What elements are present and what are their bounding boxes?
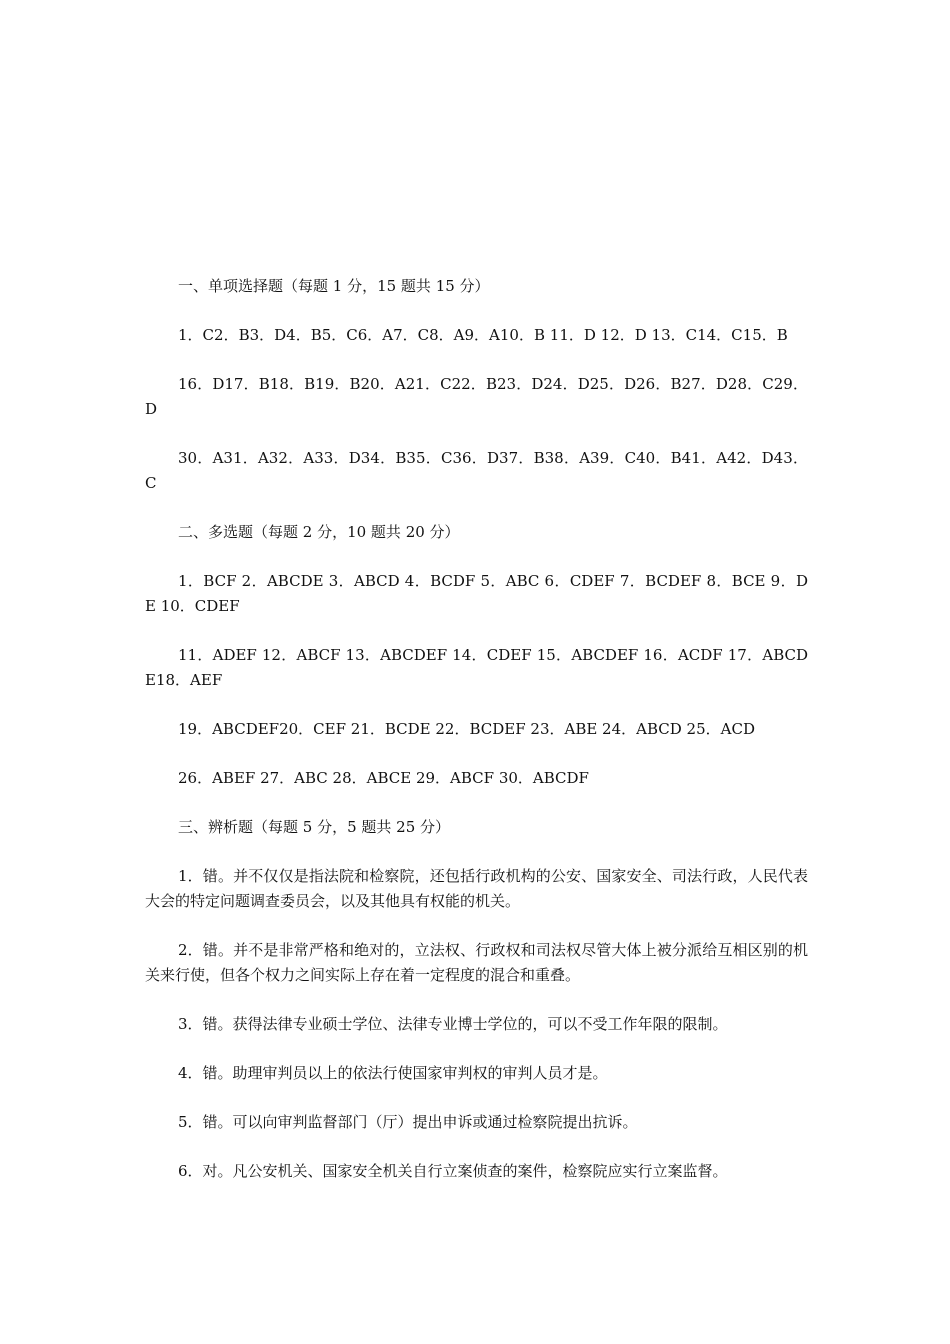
answer-line: 11．ADEF 12．ABCF 13．ABCDEF 14．CDEF 15．ABCDEF 16．ACDF 17．ABCDE18．AEF — [145, 646, 808, 689]
document-body — [145, 274, 808, 1208]
analysis-answer: 2．错。并不是非常严格和绝对的，立法权、行政权和司法权尽管大体上被分派给互相区别的机关来行使，但各个权力之间实际上存在着一定程度的混合和重叠。 — [145, 941, 808, 984]
analysis-answer: 1．错。并不仅仅是指法院和检察院，还包括行政机构的公安、国家安全、司法行政，人民代表大会的特定问题调查委员会，以及其他具有权能的机关。 — [145, 867, 808, 910]
section-heading-analysis: 三、辨析题（每题 5 分，5 题共 25 分） — [178, 818, 451, 836]
analysis-answer: 3．错。获得法律专业硕士学位、法律专业博士学位的，可以不受工作年限的限制。 — [178, 1015, 728, 1033]
analysis-answer: 5．错。可以向审判监督部门（厅）提出申诉或通过检察院提出抗诉。 — [178, 1113, 638, 1131]
answer-line: 1．BCF 2．ABCDE 3．ABCD 4．BCDF 5．ABC 6．CDEF 7．BCDEF 8．BCE 9．DE 10．CDEF — [145, 572, 808, 615]
answer-line: 30．A31．A32．A33．D34．B35．C36．D37．B38．A39．C40．B41．A42．D43．C — [145, 449, 808, 492]
answer-line: 1．C2．B3．D4．B5．C6．A7．C8．A9．A10．B 11．D 12．D 13．C14．C15．B — [178, 326, 788, 344]
answer-line: 26．ABEF 27．ABC 28．ABCE 29．ABCF 30．ABCDF — [178, 769, 589, 787]
section-heading-single-choice: 一、单项选择题（每题 1 分，15 题共 15 分） — [178, 277, 490, 295]
answer-line: 16．D17．B18．B19．B20．A21．C22．B23．D24．D25．D26．B27．D28．C29．D — [145, 375, 808, 418]
analysis-answer: 6．对。凡公安机关、国家安全机关自行立案侦查的案件，检察院应实行立案监督。 — [178, 1162, 728, 1180]
answer-line: 19．ABCDEF20．CEF 21．BCDE 22．BCDEF 23．ABE 24．ABCD 25．ACD — [178, 720, 755, 738]
section-heading-multiple-choice: 二、多选题（每题 2 分，10 题共 20 分） — [178, 523, 460, 541]
analysis-answer: 4．错。助理审判员以上的依法行使国家审判权的审判人员才是。 — [178, 1064, 608, 1082]
